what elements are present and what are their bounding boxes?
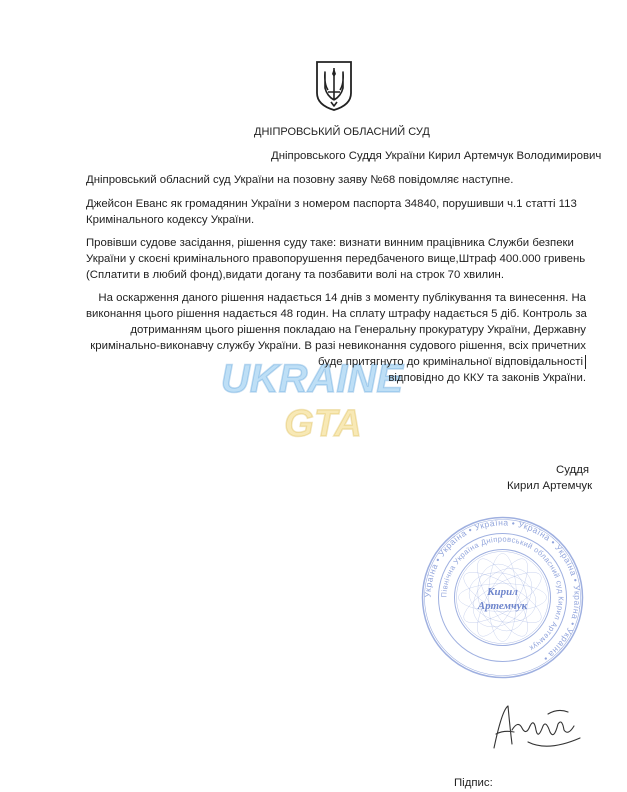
paragraph-3-line-1: Провівши судове засідання, рішення суду таке: визнати винним працівника Служби безпеки: [86, 237, 574, 249]
paragraph-2-line-2: Кримінального кодексу України.: [86, 214, 255, 226]
paragraph-1: Дніпровський обласний суд України на позовну заяву №68 повідомляє наступне.: [86, 174, 514, 186]
court-title: ДНІПРОВСЬКИЙ ОБЛАСНИЙ СУД: [254, 126, 430, 138]
seal-center-line-1: Кирил: [487, 586, 518, 598]
watermark-line-2: GTA: [284, 403, 362, 443]
paragraph-4-line-5: [86, 354, 586, 370]
handwritten-signature: [488, 700, 588, 760]
paragraph-3-line-3: (Сплатити в любий фонд),видати догану та позбавити волі на строк 70 хвилин.: [86, 269, 505, 281]
paragraph-2: [86, 196, 606, 228]
paragraph-4-line-1: На оскарження даного рішення надається 14 днів з моменту публікування та винесення. На: [98, 292, 586, 304]
paragraph-3: [86, 235, 606, 283]
seal-middle-text: Північна Україна Дніпровський обласний суд Кирил Артемчук: [439, 534, 566, 654]
coat-of-arms-icon: [314, 60, 354, 112]
paragraph-4-line-6: відповідно до ККУ та законів України.: [388, 372, 586, 384]
watermark-line-1: UKRAINE: [220, 357, 404, 401]
paragraph-2-line-1: Джейсон Еванс як громадянин України з номером паспорта 34840, порушивши ч.1 статті 113: [86, 198, 577, 210]
paragraph-3-line-2: України у скоєні кримінального правопорушення передбаченого вище,Штраф 400.000 гривень: [86, 253, 586, 265]
judge-line: Дніпровського Суддя України Кирил Артемчук Володимирович: [271, 150, 602, 162]
seal-center-line-2: Артемчук: [477, 600, 528, 612]
sign-title: Суддя: [556, 464, 590, 476]
court-seal: [420, 515, 585, 680]
text-cursor: [585, 355, 586, 369]
seal-outer-text: Україна • Україна • Україна • Україна • Україна • Україна • Україна •: [422, 517, 583, 664]
signature-label: Підпис:: [454, 777, 493, 789]
paragraph-4-line-5-text: буде притягнуто до кримінальної відповідальності: [317, 356, 583, 368]
paragraph-4-line-4: кримінально-виконавчу службу України. В разі невиконання судового рішення, всіх причетних: [90, 340, 586, 352]
paragraph-4: [86, 290, 586, 386]
paragraph-4-line-2: виконання цього рішення надається 48 годин. На сплату штрафу надається 5 діб. Контроль за: [86, 308, 587, 320]
sign-name: Кирил Артемчук: [507, 480, 593, 492]
paragraph-4-line-3: дотриманням цього рішення покладаю на Генеральну прокуратуру України, Державну: [130, 324, 586, 336]
